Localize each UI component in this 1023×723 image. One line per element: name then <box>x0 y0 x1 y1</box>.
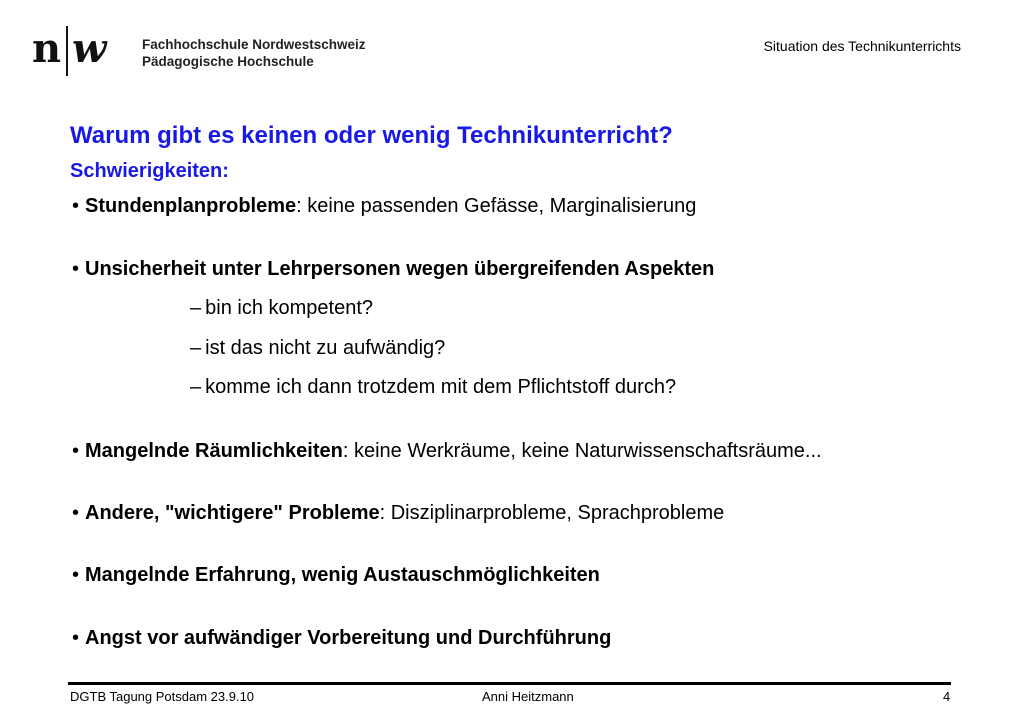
bullet-rest: : keine passenden Gefässe, Marginalisierung <box>296 195 697 217</box>
bullet-bold: Stundenplanprobleme <box>85 195 297 217</box>
footer-author: Anni Heitzmann <box>482 689 574 704</box>
bullet-item <box>72 627 611 650</box>
nw-logo-icon <box>32 24 132 80</box>
bullet-marker: • <box>72 195 80 217</box>
footer-event: DGTB Tagung Potsdam 23.9.10 <box>70 689 255 704</box>
sub-item-text: ist das nicht zu aufwändig? <box>205 337 446 359</box>
bullet-bold: Unsicherheit unter Lehrpersonen wegen übergreifenden Aspekten <box>85 258 715 280</box>
dash-marker: – <box>190 337 202 359</box>
bullet-marker: • <box>72 502 80 524</box>
sub-item <box>190 337 445 360</box>
slide-title: Warum gibt es keinen oder wenig Technikunterricht? <box>70 122 673 149</box>
bullet-bold: Andere, "wichtigere" Probleme <box>85 502 380 524</box>
bullet-marker: • <box>72 564 80 586</box>
bullet-bold: Angst vor aufwändiger Vorbereitung und Durchführung <box>85 627 612 649</box>
bullet-item <box>72 502 724 525</box>
slide-subtitle: Schwierigkeiten: <box>70 160 229 182</box>
logo-line-2: Pädagogische Hochschule <box>142 54 314 69</box>
institution-logo <box>32 24 372 80</box>
svg-text:w: w <box>72 25 107 72</box>
footer-divider <box>68 682 951 685</box>
bullet-item <box>72 564 600 587</box>
sub-item <box>190 297 373 320</box>
bullet-rest: : keine Werkräume, keine Naturwissenschaftsräume... <box>342 440 822 462</box>
bullet-item <box>72 195 696 218</box>
bullet-marker: • <box>72 627 80 649</box>
logo-text <box>142 36 366 70</box>
sub-item-text: komme ich dann trotzdem mit dem Pflichtstoff durch? <box>205 376 677 398</box>
dash-marker: – <box>190 376 202 398</box>
logo-line-1: Fachhochschule Nordwestschweiz <box>142 37 366 52</box>
svg-text:n: n <box>32 25 62 72</box>
section-header: Situation des Technikunterrichts <box>763 38 961 54</box>
bullet-bold: Mangelnde Erfahrung, wenig Austauschmöglichkeiten <box>85 564 600 586</box>
bullet-item <box>72 440 822 463</box>
bullet-item <box>72 258 714 281</box>
footer-page-number: 4 <box>943 689 951 704</box>
bullet-marker: • <box>72 440 80 462</box>
bullet-bold: Mangelnde Räumlichkeiten <box>85 440 343 462</box>
bullet-marker: • <box>72 258 80 280</box>
sub-item-text: bin ich kompetent? <box>205 297 374 319</box>
dash-marker: – <box>190 297 202 319</box>
sub-item <box>190 376 676 399</box>
bullet-rest: : Disziplinarprobleme, Sprachprobleme <box>379 502 725 524</box>
